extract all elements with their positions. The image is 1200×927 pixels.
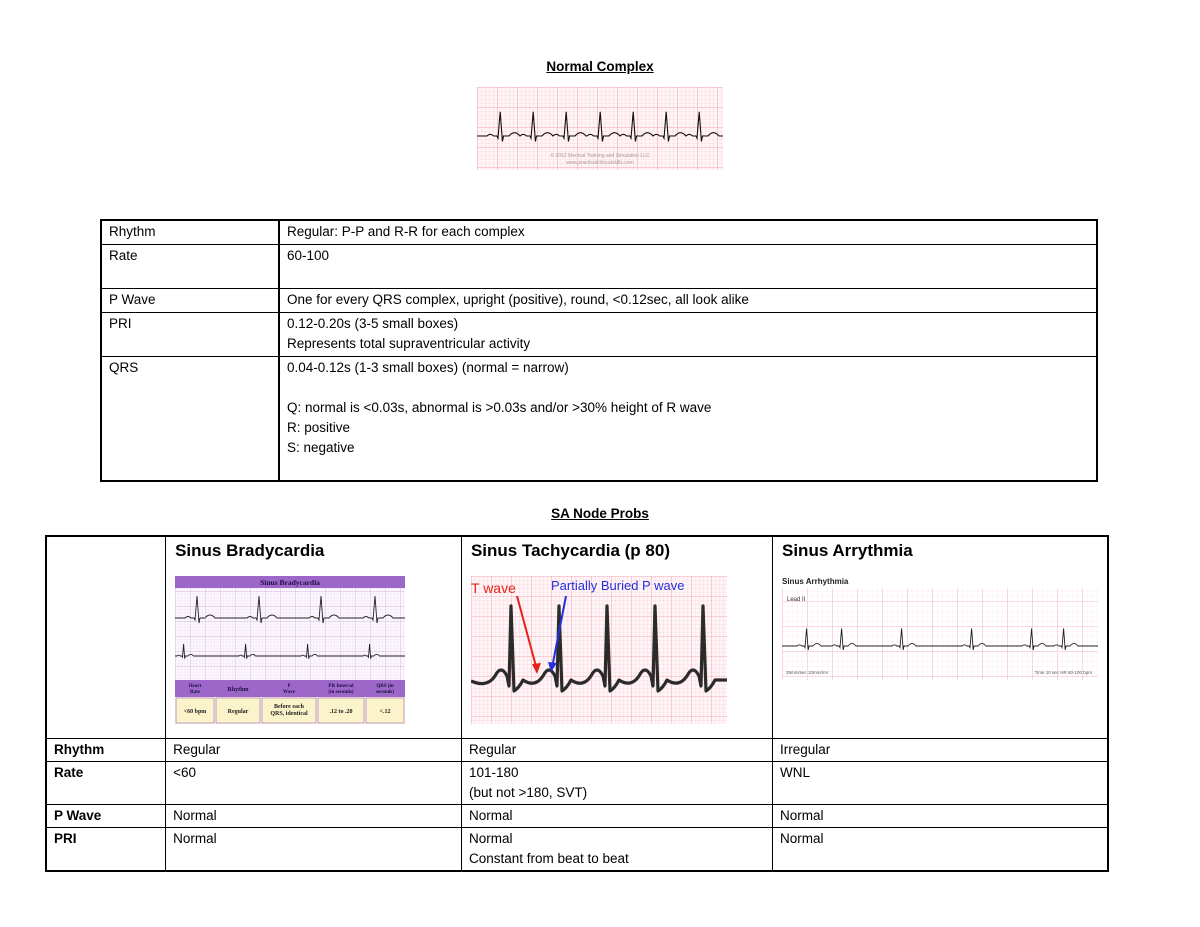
cell-sinus-arrythmia <box>773 828 1109 872</box>
brady-figure-header: P <box>287 684 291 689</box>
sa-node-row-rhythm <box>46 739 1108 762</box>
cell-line: Constant from beat to beat <box>468 851 629 866</box>
cell-line: (but not >180, SVT) <box>468 785 588 800</box>
sa-node-row-pri <box>46 828 1108 872</box>
row-value <box>279 220 1097 245</box>
cell-line: Regular <box>173 742 221 757</box>
cell-sinus-bradycardia <box>166 828 462 872</box>
cell-sinus-bradycardia <box>166 805 462 828</box>
header-empty-cell <box>46 536 166 739</box>
row-value <box>279 357 1097 482</box>
row-value-line <box>287 266 1089 286</box>
sa-node-header-row <box>46 536 1108 739</box>
row-label: P Wave <box>101 289 279 313</box>
normal-complex-table <box>100 219 1098 482</box>
brady-figure-header: Heart <box>188 684 202 689</box>
normal-complex-row-qrs <box>101 357 1097 482</box>
brady-figure-header: (in seconds) <box>328 690 354 695</box>
sinus-arrhythmia-strip <box>782 576 1098 724</box>
cell-line: Normal <box>780 808 824 823</box>
sinus-bradycardia-strip <box>175 576 405 724</box>
col-header-arrhythmia: Sinus Arrythmia Sinus Arrhythmia Lead II 25mm/sec 10mm/mV Time 10 sec HR 60-100 bpm <box>773 536 1109 739</box>
col-header-bradycardia: Sinus Bradycardia Sinus Bradycardia Heart Rate Rhythm P Wave PR Interval (in seconds) QRS (in seconds) <60 bpm Regular Before each QRS, identical .12 to .20 <.12 <box>166 536 462 739</box>
row-label: QRS <box>101 357 279 482</box>
cell-sinus-tachycardia-p-80 <box>461 739 772 762</box>
cell-sinus-arrythmia <box>773 739 1109 762</box>
row-label: Rate <box>101 245 279 289</box>
brady-figure-header: Rate <box>190 690 201 695</box>
cell-line: WNL <box>780 765 810 780</box>
cell-line: 101-180 <box>468 765 519 780</box>
row-value-line: Represents total supraventricular activity <box>287 336 531 351</box>
row-label: Rhythm <box>46 739 166 762</box>
row-value <box>279 313 1097 357</box>
svg-text:Partially Buried P wave: Partially Buried P wave <box>550 578 685 593</box>
row-value-line <box>287 378 1089 398</box>
svg-text:T wave: T wave <box>470 580 516 596</box>
sa-node-title: SA Node Probs <box>551 506 649 521</box>
brady-figure-header: QRS (in <box>376 684 394 689</box>
col-header-tachycardia: Sinus Tachycardia (p 80) T wave Partially Buried P wave <box>461 536 772 739</box>
brady-figure-value: QRS, identical <box>270 711 308 717</box>
row-label: P Wave <box>46 805 166 828</box>
cell-line: Normal <box>173 808 217 823</box>
cell-line: Normal <box>468 808 513 823</box>
cell-line: Regular <box>468 742 517 757</box>
cell-line: Normal <box>780 831 824 846</box>
normal-complex-ecg-image <box>477 87 723 170</box>
brady-figure-value: <.12 <box>379 709 391 715</box>
sa-node-table <box>45 535 1109 872</box>
row-value-line <box>287 458 1089 478</box>
row-value-line: 0.04-0.12s (1-3 small boxes) (normal = narrow) <box>287 360 569 375</box>
brady-figure-value: .12 to .20 <box>329 709 353 715</box>
row-label: PRI <box>46 828 166 872</box>
row-value-line: R: positive <box>287 420 351 435</box>
row-value-line: Regular: P-P and R-R for each complex <box>287 224 525 239</box>
normal-complex-row-pri <box>101 313 1097 357</box>
svg-text:Sinus Arrhythmia: Sinus Arrhythmia <box>782 577 849 586</box>
row-label: Rhythm <box>101 220 279 245</box>
row-value <box>279 245 1097 289</box>
svg-text:Time 10 sec HR 60-100 bpm: Time 10 sec HR 60-100 bpm <box>1034 670 1092 675</box>
row-value-line: 0.12-0.20s (3-5 small boxes) <box>287 316 459 331</box>
row-value-line: One for every QRS complex, upright (positive), round, <0.12sec, all look alike <box>287 292 749 307</box>
brady-figure-value: Before each <box>274 704 305 710</box>
brady-figure-value: <60 bpm <box>183 709 207 715</box>
cell-sinus-tachycardia-p-80 <box>461 828 772 872</box>
svg-text:Sinus Bradycardia: Sinus Bradycardia <box>260 578 320 587</box>
normal-complex-row-rhythm <box>101 220 1097 245</box>
cell-sinus-arrythmia <box>773 805 1109 828</box>
svg-text:25mm/sec 10mm/mV: 25mm/sec 10mm/mV <box>786 670 829 675</box>
row-value-line: S: negative <box>287 440 355 455</box>
row-value-line: Q: normal is <0.03s, abnormal is >0.03s and/or >30% height of R wave <box>287 400 712 415</box>
cell-line: Normal <box>468 831 513 846</box>
brady-figure-header: seconds) <box>376 690 395 695</box>
sa-node-row-p-wave <box>46 805 1108 828</box>
normal-complex-title: Normal Complex <box>546 59 654 74</box>
brady-figure-header: Rhythm <box>227 687 249 693</box>
cell-sinus-arrythmia <box>773 762 1109 805</box>
normal-complex-row-p-wave <box>101 289 1097 313</box>
svg-text:Lead II: Lead II <box>787 597 806 603</box>
brady-figure-header: PR Interval <box>328 684 354 689</box>
cell-line: Normal <box>173 831 217 846</box>
row-label: Rate <box>46 762 166 805</box>
row-label: PRI <box>101 313 279 357</box>
cell-line: <60 <box>173 765 196 780</box>
brady-figure-header: Wave <box>283 690 296 695</box>
cell-sinus-tachycardia-p-80 <box>461 762 772 805</box>
cell-line: Irregular <box>780 742 831 757</box>
normal-complex-row-rate <box>101 245 1097 289</box>
sinus-tachycardia-strip <box>471 576 727 724</box>
row-value-line: 60-100 <box>287 248 330 263</box>
brady-figure-value: Regular <box>227 709 249 715</box>
svg-text:www.practicalclinicalskills.co: www.practicalclinicalskills.com <box>566 160 634 166</box>
svg-text:© 2012 Medical Training and Si: © 2012 Medical Training and Simulation LLC <box>550 153 650 159</box>
sa-node-row-rate <box>46 762 1108 805</box>
cell-sinus-bradycardia <box>166 762 462 805</box>
cell-sinus-tachycardia-p-80 <box>461 805 772 828</box>
row-value <box>279 289 1097 313</box>
cell-sinus-bradycardia <box>166 739 462 762</box>
